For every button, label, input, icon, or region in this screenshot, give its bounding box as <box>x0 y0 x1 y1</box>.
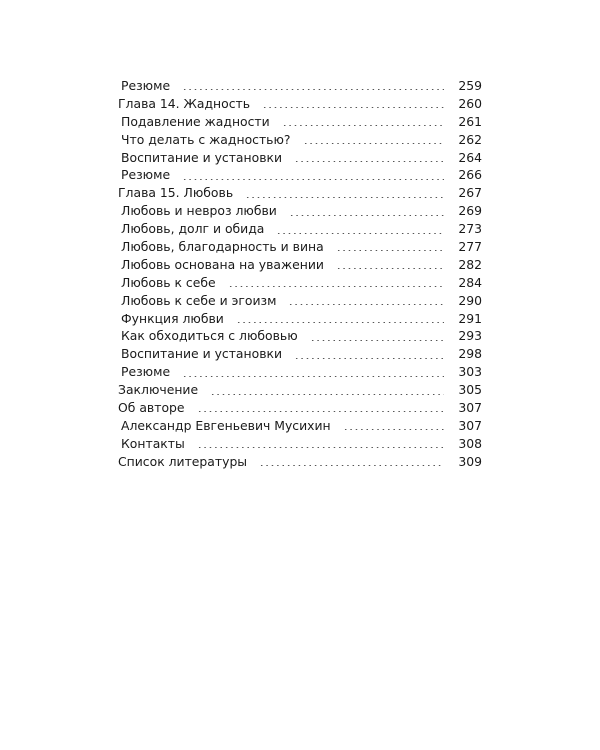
toc-dot-leader <box>182 179 444 180</box>
toc-entry-title: Любовь основана на уважении <box>121 256 324 272</box>
toc-entry[interactable] <box>118 256 482 274</box>
toc-dot-leader <box>259 465 444 466</box>
toc-entry[interactable] <box>118 149 482 167</box>
toc-entry[interactable] <box>118 453 482 471</box>
toc-entry[interactable] <box>118 131 482 149</box>
toc-entry-title: Что делать с жадностью? <box>121 131 291 147</box>
toc-entry[interactable] <box>118 345 482 363</box>
toc-entry-page: 264 <box>458 149 482 165</box>
toc-entry-title: Глава 15. Любовь <box>118 185 234 201</box>
toc-entry[interactable] <box>118 274 482 292</box>
toc-entry-title: Любовь к себе <box>121 274 216 290</box>
table-of-contents <box>118 77 482 471</box>
toc-entry-title: Любовь, благодарность и вина <box>121 239 324 255</box>
toc-entry-title: Заключение <box>118 382 199 398</box>
toc-entry-title: Подавление жадности <box>121 113 270 129</box>
toc-entry-page: 305 <box>458 382 482 398</box>
toc-dot-leader <box>289 215 444 216</box>
toc-entry-page: 293 <box>458 328 482 344</box>
toc-dot-leader <box>182 376 444 377</box>
toc-dot-leader <box>294 358 444 359</box>
toc-entry-page: 307 <box>458 400 482 416</box>
toc-entry-title: Об авторе <box>118 400 185 416</box>
toc-entry[interactable] <box>118 166 482 184</box>
toc-entry-page: 267 <box>458 185 482 201</box>
toc-entry[interactable] <box>118 399 482 417</box>
toc-entry-title: Любовь и невроз любви <box>121 203 277 219</box>
toc-entry[interactable] <box>118 327 482 345</box>
toc-entry[interactable] <box>118 95 482 113</box>
toc-dot-leader <box>228 286 444 287</box>
toc-entry-page: 291 <box>458 310 482 326</box>
toc-entry-page: 307 <box>458 417 482 433</box>
toc-dot-leader <box>294 161 444 162</box>
toc-dot-leader <box>197 447 444 448</box>
toc-entry-page: 269 <box>458 203 482 219</box>
toc-dot-leader <box>245 197 444 198</box>
toc-dot-leader <box>262 107 444 108</box>
toc-entry[interactable] <box>118 292 482 310</box>
toc-entry[interactable] <box>118 381 482 399</box>
toc-entry-title: Александр Евгеньевич Мусихин <box>121 417 331 433</box>
toc-dot-leader <box>288 304 444 305</box>
toc-entry-title: Список литературы <box>118 453 248 469</box>
toc-entry[interactable] <box>118 417 482 435</box>
toc-dot-leader <box>197 411 444 412</box>
toc-entry-page: 309 <box>458 453 482 469</box>
toc-entry-page: 290 <box>458 292 482 308</box>
toc-dot-leader <box>210 394 444 395</box>
toc-dot-leader <box>310 340 444 341</box>
toc-entry-page: 277 <box>458 239 482 255</box>
toc-entry-page: 298 <box>458 346 482 362</box>
toc-entry-page: 266 <box>458 167 482 183</box>
toc-entry-title: Как обходиться с любовью <box>121 328 298 344</box>
toc-entry-title: Любовь, долг и обида <box>121 221 265 237</box>
toc-dot-leader <box>282 125 444 126</box>
toc-entry[interactable] <box>118 220 482 238</box>
toc-dot-leader <box>303 143 445 144</box>
toc-entry-page: 259 <box>458 78 482 93</box>
toc-entry-title: Любовь к себе и эгоизм <box>121 292 277 308</box>
toc-dot-leader <box>343 429 444 430</box>
toc-dot-leader <box>336 268 444 269</box>
toc-entry[interactable] <box>118 435 482 453</box>
toc-dot-leader <box>236 322 444 323</box>
toc-entry[interactable] <box>118 363 482 381</box>
toc-dot-leader <box>276 233 444 234</box>
toc-entry-title: Воспитание и установки <box>121 149 283 165</box>
toc-dot-leader <box>182 89 444 90</box>
toc-entry-title: Резюме <box>121 364 171 380</box>
toc-entry-page: 284 <box>458 274 482 290</box>
toc-entry-title: Функция любви <box>121 310 224 326</box>
toc-entry-page: 261 <box>458 113 482 129</box>
toc-entry-page: 282 <box>458 256 482 272</box>
toc-entry[interactable] <box>118 184 482 202</box>
toc-entry[interactable] <box>118 238 482 256</box>
toc-entry-title: Резюме <box>121 167 171 183</box>
toc-entry-page: 262 <box>458 131 482 147</box>
toc-entry-page: 273 <box>458 221 482 237</box>
toc-entry-page: 308 <box>458 435 482 451</box>
toc-dot-leader <box>336 250 444 251</box>
toc-entry-title: Резюме <box>121 78 171 93</box>
toc-entry-page: 260 <box>458 95 482 111</box>
toc-entry[interactable] <box>118 113 482 131</box>
toc-entry-title: Глава 14. Жадность <box>118 95 251 111</box>
toc-entry[interactable] <box>118 77 482 95</box>
toc-entry[interactable] <box>118 310 482 328</box>
toc-entry-page: 303 <box>458 364 482 380</box>
toc-entry[interactable] <box>118 202 482 220</box>
toc-entry-title: Воспитание и установки <box>121 346 283 362</box>
toc-entry-title: Контакты <box>121 435 185 451</box>
